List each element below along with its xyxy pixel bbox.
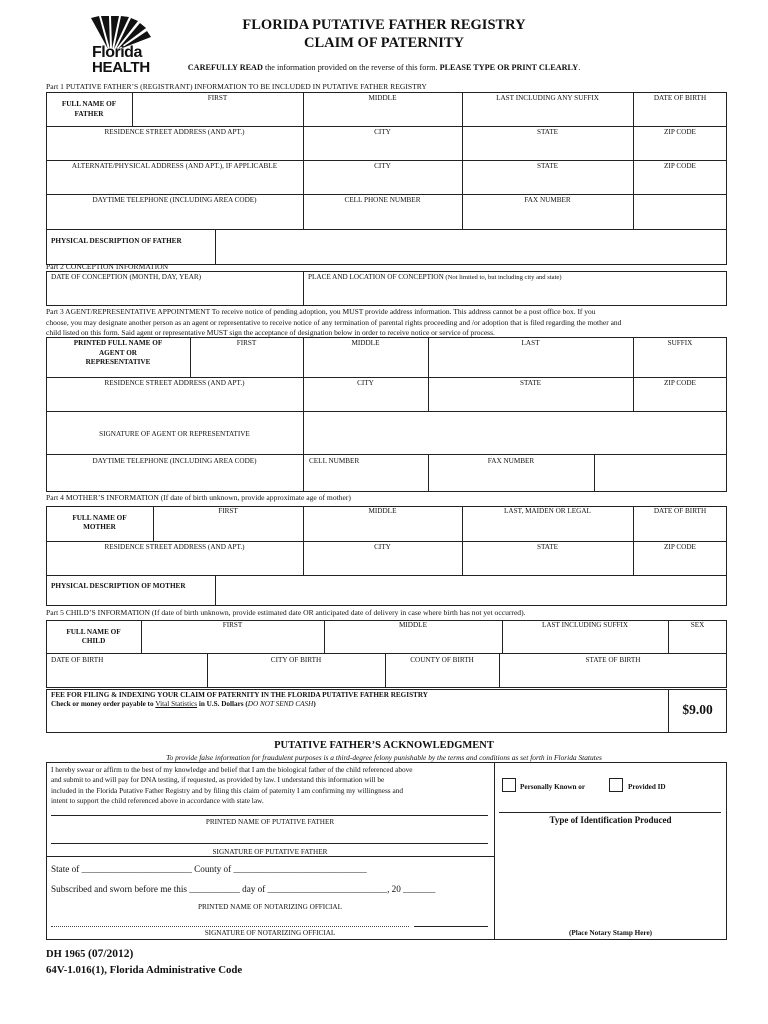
- father-phone-label: DAYTIME TELEPHONE (INCLUDING AREA CODE): [92, 196, 257, 204]
- notary-signature-label: SIGNATURE OF NOTARIZING OFFICIAL: [204, 929, 336, 937]
- child-state-label: STATE OF BIRTH: [585, 656, 641, 664]
- mother-city-label: CITY: [374, 543, 391, 551]
- agent-fax-label: FAX NUMBER: [487, 457, 535, 465]
- fee-line2-c: in U.S. Dollars (: [197, 700, 248, 708]
- instructions: [0, 63, 768, 73]
- part3-line1: Part 3 AGENT/REPRESENTATIVE APPOINTMENT To receive notice of pending adoption, you MUST provide address information. This address cannot be a post office box. If you: [46, 307, 596, 316]
- notary-subscribed: Subscribed and sworn before me this ___________ day of __________________________, 20 _______: [51, 884, 436, 894]
- form-title: FLORIDA PUTATIVE FATHER REGISTRY: [242, 17, 526, 33]
- child-first-label: FIRST: [222, 621, 243, 629]
- mother-middle-label: MIDDLE: [368, 507, 397, 515]
- father-alternate-label: ALTERNATE/PHYSICAL ADDRESS (AND APT.), IF APPLICABLE: [71, 162, 278, 170]
- father-residence-label: RESIDENCE STREET ADDRESS (AND APT.): [104, 128, 245, 136]
- part4-heading: Part 4 MOTHER’S INFORMATION (If date of birth unknown, provide approximate age of mother): [46, 493, 351, 502]
- father-first-label: FIRST: [207, 94, 228, 102]
- father-physical-label: PHYSICAL DESCRIPTION OF FATHER: [51, 237, 182, 245]
- child-last-label: LAST INCLUDING SUFFIX: [541, 621, 629, 629]
- child-sex-label: SEX: [690, 621, 705, 629]
- ack-subtitle: To provide false information for fraudulent purposes is a third-degree felony punishable by the terms and conditions as set forth in Florida Statutes: [166, 753, 602, 762]
- conception-place-text: PLACE AND LOCATION OF CONCEPTION: [308, 273, 444, 281]
- father-cell-label: CELL PHONE NUMBER: [344, 196, 421, 204]
- agent-signature-label: SIGNATURE OF AGENT OR REPRESENTATIVE: [99, 430, 250, 438]
- father-zip-label: ZIP CODE: [664, 128, 696, 136]
- fee-line2-e: ): [313, 700, 316, 708]
- instructions-bold-1: CAREFULLY READ: [187, 63, 263, 72]
- instructions-bold-2: PLEASE TYPE OR PRINT CLEARLY: [439, 63, 579, 72]
- ack-para-3: included in the Florida Putative Father Registry and by filing this claim of paternity I am confirming my willingness and: [51, 786, 404, 795]
- mother-dob-label: DATE OF BIRTH: [653, 507, 707, 515]
- ack-title: PUTATIVE FATHER’S ACKNOWLEDGMENT: [274, 740, 494, 751]
- mother-name-label: FULL NAME OF: [72, 514, 127, 522]
- agent-zip-label: ZIP CODE: [664, 379, 696, 387]
- child-dob-label: DATE OF BIRTH: [51, 656, 104, 664]
- logo-word-florida: Florida: [92, 44, 142, 61]
- part1-heading: Part 1 PUTATIVE FATHER’S (REGISTRANT) INFORMATION TO BE INCLUDED IN PUTATIVE FATHER REGISTRY: [46, 82, 427, 91]
- father-last-label: LAST INCLUDING ANY SUFFIX: [496, 94, 599, 102]
- part3-line3: child listed on this form. Said agent or representative MUST sign the acceptance of designation below in order to receive notice or service of process.: [46, 328, 495, 337]
- agent-last-label: LAST: [521, 339, 540, 347]
- notary-state-county: State of ________________________ County of _____________________________: [51, 864, 367, 874]
- mother-first-label: FIRST: [218, 507, 238, 515]
- form-subtitle: CLAIM OF PATERNITY: [303, 35, 465, 51]
- ack-para-4: intent to support the child referenced above in accordance with state law.: [51, 796, 264, 805]
- father-state2-label: STATE: [537, 162, 558, 170]
- agent-phone-label: DAYTIME TELEPHONE (INCLUDING AREA CODE): [92, 457, 257, 465]
- child-city-label: CITY OF BIRTH: [270, 656, 322, 664]
- notary-stamp-label: (Place Notary Stamp Here): [568, 929, 653, 937]
- form-number-code: DH 1965: [46, 949, 88, 960]
- ack-para-1: I hereby swear or affirm to the best of my knowledge and belief that I am the biological father of the child referenced above: [51, 765, 413, 774]
- child-middle-label: MIDDLE: [399, 621, 427, 629]
- conception-place-label: [308, 273, 562, 282]
- fee-amount: $9.00: [682, 702, 713, 717]
- agent-city-label: CITY: [357, 379, 374, 387]
- id-type-label: Type of Identification Produced: [549, 815, 672, 825]
- agent-suffix-label: SUFFIX: [667, 339, 693, 347]
- father-signature-label: SIGNATURE OF PUTATIVE FATHER: [212, 848, 328, 856]
- fee-vital-statistics: Vital Statistics: [155, 700, 198, 708]
- conception-place-note: (Not limited to, but including city and state): [443, 274, 562, 281]
- father-dob-label: DATE OF BIRTH: [653, 94, 707, 102]
- part2-heading: Part 2 CONCEPTION INFORMATION: [46, 262, 169, 271]
- father-city2-label: CITY: [374, 162, 391, 170]
- fee-no-cash: DO NOT SEND CASH: [247, 700, 314, 708]
- mother-last-label: LAST, MAIDEN OR LEGAL: [504, 507, 591, 515]
- mother-state-label: STATE: [537, 543, 558, 551]
- notary-printed-name-label: PRINTED NAME OF NOTARIZING OFFICIAL: [198, 903, 342, 911]
- father-zip2-label: ZIP CODE: [664, 162, 696, 170]
- ack-para-2: and submit to and will pay for DNA testing, if requested, as provided by law. I understand this information will be: [51, 775, 385, 784]
- personally-known-checkbox[interactable]: [502, 778, 516, 792]
- agent-cell-label: CELL NUMBER: [309, 457, 360, 465]
- child-name-label: FULL NAME OF: [66, 628, 121, 636]
- part5-table: [46, 620, 727, 688]
- agent-name-label-3: REPRESENTATIVE: [85, 358, 151, 366]
- instructions-text: the information provided on the reverse of this form.: [262, 63, 440, 72]
- logo-word-health: HEALTH: [92, 59, 150, 76]
- personally-known-label: Personally Known or: [520, 783, 586, 791]
- agent-residence-label: RESIDENCE STREET ADDRESS (AND APT.): [104, 379, 245, 387]
- child-county-label: COUNTY OF BIRTH: [410, 656, 474, 664]
- father-middle-label: MIDDLE: [368, 94, 397, 102]
- provided-id-checkbox[interactable]: [609, 778, 623, 792]
- form-number-date: (07/2012): [88, 948, 134, 960]
- conception-date-label: DATE OF CONCEPTION (MONTH, DAY, YEAR): [51, 273, 202, 281]
- agent-first-label: FIRST: [236, 339, 257, 347]
- form-number: [46, 948, 133, 961]
- fee-line2-a: Check or money order payable to: [51, 700, 156, 708]
- admin-code: 64V-1.016(1), Florida Administrative Code: [46, 964, 243, 976]
- fee-line2: [51, 700, 316, 708]
- agent-middle-label: MIDDLE: [351, 339, 380, 347]
- mother-zip-label: ZIP CODE: [664, 543, 696, 551]
- father-name-label-2: FATHER: [74, 110, 104, 118]
- part3-line2: choose, you may designate another person as an agent or representative to receive notice of any termination of parental rights proceeding and /or adoption that is filed regarding the mother and: [46, 318, 622, 327]
- instructions-end: .: [578, 63, 581, 72]
- child-name-label-2: CHILD: [81, 637, 106, 645]
- agent-state-label: STATE: [520, 379, 541, 387]
- agent-name-label-2: AGENT OR: [98, 349, 137, 357]
- mother-physical-label: PHYSICAL DESCRIPTION OF MOTHER: [51, 582, 186, 590]
- father-name-label: FULL NAME OF: [61, 100, 117, 108]
- father-city-label: CITY: [374, 128, 391, 136]
- father-printed-name-label: PRINTED NAME OF PUTATIVE FATHER: [205, 818, 335, 826]
- provided-id-label: Provided ID: [628, 783, 666, 791]
- father-state-label: STATE: [537, 128, 558, 136]
- agent-name-label: PRINTED FULL NAME OF: [73, 339, 163, 347]
- fee-line1: FEE FOR FILING & INDEXING YOUR CLAIM OF PATERNITY IN THE FLORIDA PUTATIVE FATHER REGISTRY: [51, 691, 428, 699]
- part5-heading: Part 5 CHILD’S INFORMATION (If date of birth unknown, provide estimated date OR anticipated date of delivery in case where birth has not yet occurred).: [46, 608, 526, 617]
- mother-residence-label: RESIDENCE STREET ADDRESS (AND APT.): [104, 543, 245, 551]
- father-fax-label: FAX NUMBER: [524, 196, 571, 204]
- mother-name-label-2: MOTHER: [83, 523, 116, 531]
